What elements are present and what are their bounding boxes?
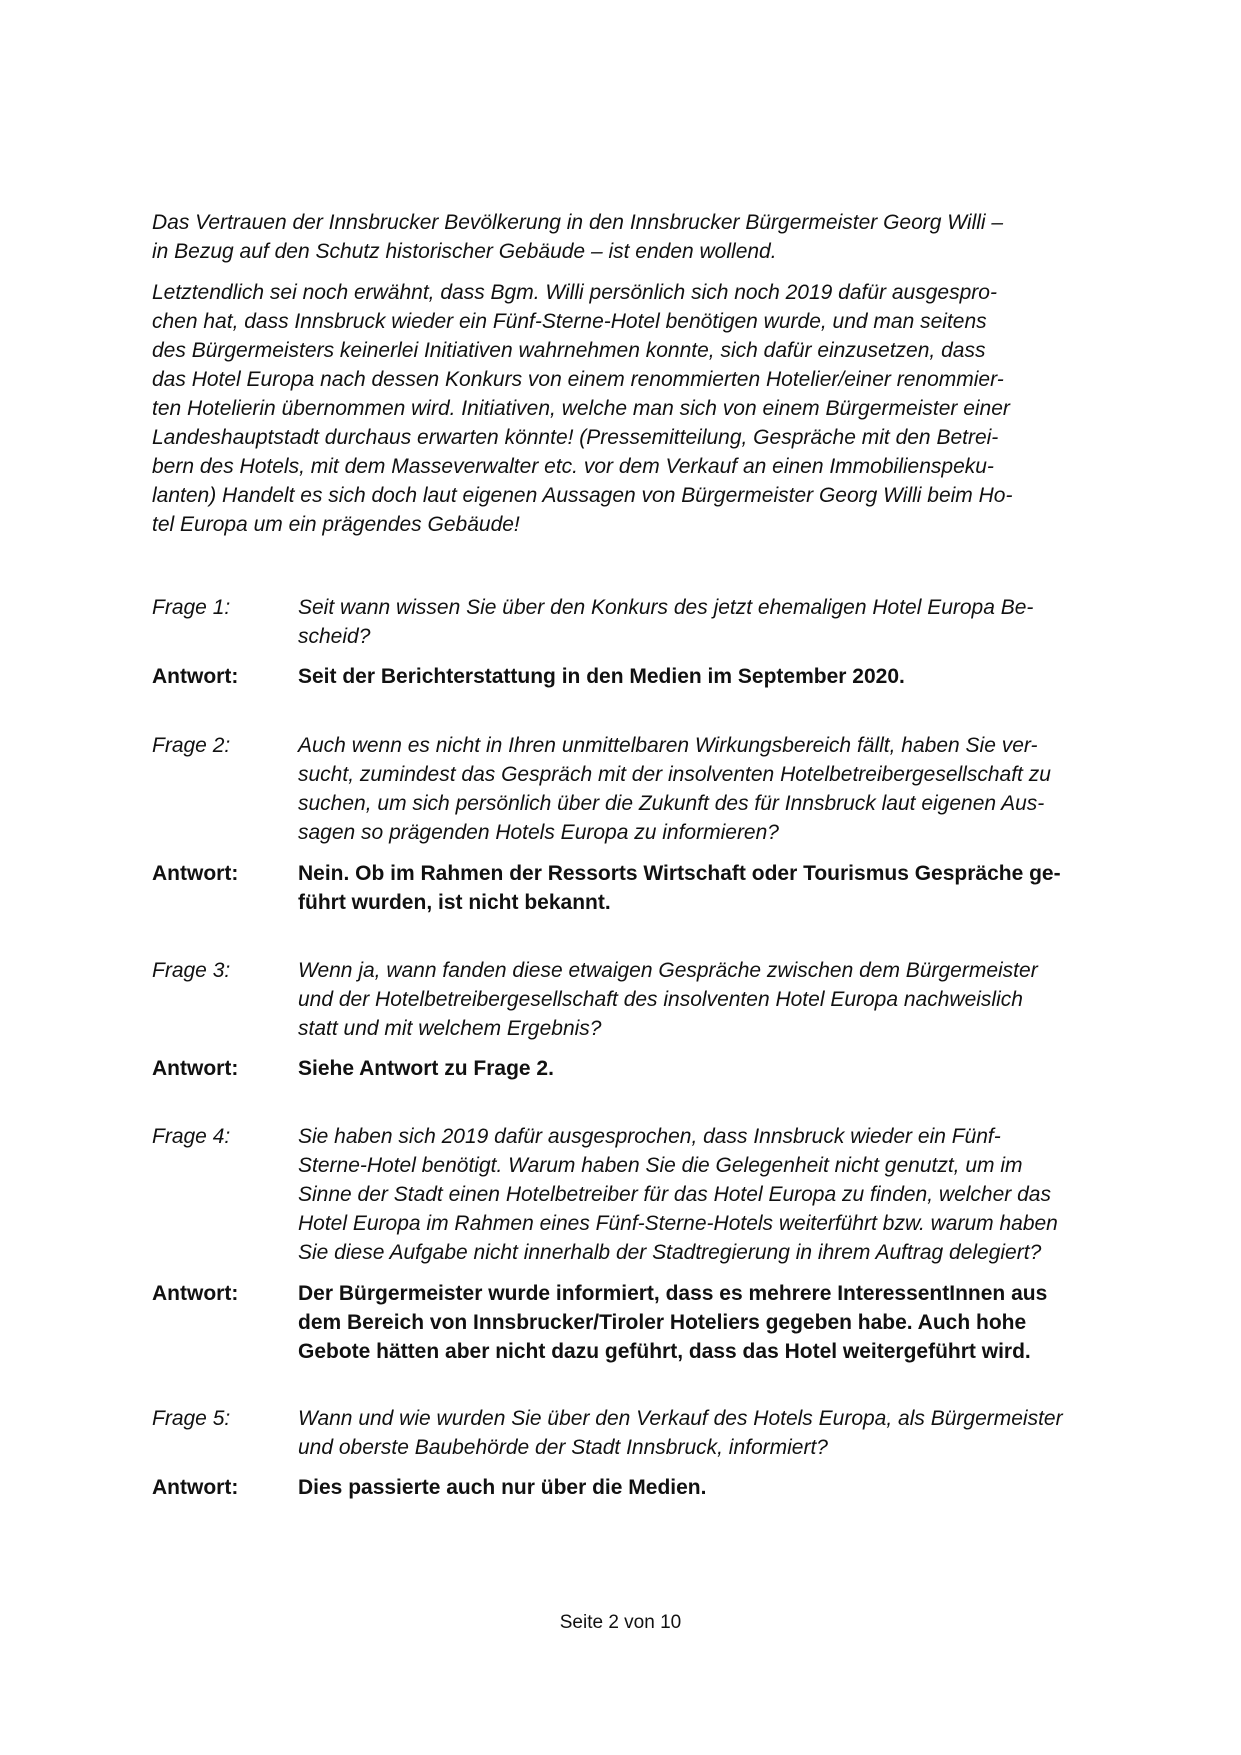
text-line: Sinne der Stadt einen Hotelbetreiber für das Hotel Europa zu finden, welcher das xyxy=(298,1183,1051,1206)
answer-label: Antwort: xyxy=(152,1476,239,1499)
text-line: statt und mit welchem Ergebnis? xyxy=(298,1017,602,1040)
question-text xyxy=(298,593,1137,651)
text-line: Landeshauptstadt durchaus erwarten könnte! (Pressemitteilung, Gespräche mit den Betrei- xyxy=(152,426,999,449)
text-line: Das Vertrauen der Innsbrucker Bevölkerung in den Innsbrucker Bürgermeister Georg Willi – xyxy=(152,211,1004,234)
text-line: Siehe Antwort zu Frage 2. xyxy=(298,1057,554,1080)
text-line: Gebote hätten aber nicht dazu geführt, dass das Hotel weitergeführt wird. xyxy=(298,1340,1031,1363)
text-line: sagen so prägenden Hotels Europa zu informieren? xyxy=(298,821,779,844)
text-line: Hotel Europa im Rahmen eines Fünf-Sterne-Hotels weiterführt bzw. warum haben xyxy=(298,1212,1058,1235)
page-number: Seite 2 von 10 xyxy=(559,1612,682,1633)
question-label: Frage 1: xyxy=(152,596,231,619)
question-label: Frage 5: xyxy=(152,1407,231,1430)
intro-paragraph-2 xyxy=(152,278,1132,539)
text-line: suchen, um sich persönlich über die Zukunft des für Innsbruck laut eigenen Aus- xyxy=(298,792,1045,815)
text-line: chen hat, dass Innsbruck wieder ein Fünf-Sterne-Hotel benötigen wurde, und man seitens xyxy=(152,310,987,333)
text-line: Sie haben sich 2019 dafür ausgesprochen, dass Innsbruck wieder ein Fünf- xyxy=(298,1125,1001,1148)
answer-label: Antwort: xyxy=(152,1057,239,1080)
answer-text xyxy=(298,859,1137,917)
answer-label: Antwort: xyxy=(152,665,239,688)
text-line: Wann und wie wurden Sie über den Verkauf des Hotels Europa, als Bürgermeister xyxy=(298,1407,1063,1430)
text-line: Sie diese Aufgabe nicht innerhalb der Stadtregierung in ihrem Auftrag delegiert? xyxy=(298,1241,1042,1264)
question-label: Frage 4: xyxy=(152,1125,231,1148)
question-text xyxy=(298,1122,1137,1267)
answer-text xyxy=(298,1473,1137,1502)
text-line: Letztendlich sei noch erwähnt, dass Bgm. Willi persönlich sich noch 2019 dafür ausgespro- xyxy=(152,281,997,304)
question-label: Frage 2: xyxy=(152,734,231,757)
text-line: des Bürgermeisters keinerlei Initiativen wahrnehmen konnte, sich dafür einzusetzen, dass xyxy=(152,339,986,362)
text-line: ten Hotelierin übernommen wird. Initiativen, welche man sich von einem Bürgermeister einer xyxy=(152,397,1010,420)
text-line: Der Bürgermeister wurde informiert, dass es mehrere InteressentInnen aus xyxy=(298,1282,1048,1305)
text-line: Dies passierte auch nur über die Medien. xyxy=(298,1476,707,1499)
text-line: scheid? xyxy=(298,625,371,648)
text-line: lanten) Handelt es sich doch laut eigenen Aussagen von Bürgermeister Georg Willi beim Ho- xyxy=(152,484,1013,507)
answer-text xyxy=(298,662,1137,691)
question-text xyxy=(298,1404,1137,1462)
text-line: in Bezug auf den Schutz historischer Gebäude – ist enden wollend. xyxy=(152,240,777,263)
text-line: bern des Hotels, mit dem Masseverwalter etc. vor dem Verkauf an einen Immobilienspeku- xyxy=(152,455,994,478)
question-label: Frage 3: xyxy=(152,959,231,982)
answer-label: Antwort: xyxy=(152,1282,239,1305)
text-line: Wenn ja, wann fanden diese etwaigen Gespräche zwischen dem Bürgermeister xyxy=(298,959,1038,982)
text-line: tel Europa um ein prägendes Gebäude! xyxy=(152,513,520,536)
answer-text xyxy=(298,1054,1137,1083)
intro-paragraph-1 xyxy=(152,208,1132,266)
text-line: das Hotel Europa nach dessen Konkurs von einem renommierten Hotelier/einer renommier- xyxy=(152,368,1004,391)
text-line: Nein. Ob im Rahmen der Ressorts Wirtschaft oder Tourismus Gespräche ge- xyxy=(298,862,1061,885)
text-line: Seit der Berichterstattung in den Medien im September 2020. xyxy=(298,665,905,688)
text-line: führt wurden, ist nicht bekannt. xyxy=(298,891,611,914)
text-line: und oberste Baubehörde der Stadt Innsbruck, informiert? xyxy=(298,1436,828,1459)
question-text xyxy=(298,731,1137,847)
text-line: und der Hotelbetreibergesellschaft des insolventen Hotel Europa nachweislich xyxy=(298,988,1023,1011)
text-line: sucht, zumindest das Gespräch mit der insolventen Hotelbetreibergesellschaft zu xyxy=(298,763,1051,786)
text-line: dem Bereich von Innsbrucker/Tiroler Hoteliers gegeben habe. Auch hohe xyxy=(298,1311,1027,1334)
answer-label: Antwort: xyxy=(152,862,239,885)
answer-text xyxy=(298,1279,1137,1366)
question-text xyxy=(298,956,1137,1043)
text-line: Seit wann wissen Sie über den Konkurs des jetzt ehemaligen Hotel Europa Be- xyxy=(298,596,1034,619)
text-line: Auch wenn es nicht in Ihren unmittelbaren Wirkungsbereich fällt, haben Sie ver- xyxy=(298,734,1038,757)
text-line: Sterne-Hotel benötigt. Warum haben Sie die Gelegenheit nicht genutzt, um im xyxy=(298,1154,1023,1177)
